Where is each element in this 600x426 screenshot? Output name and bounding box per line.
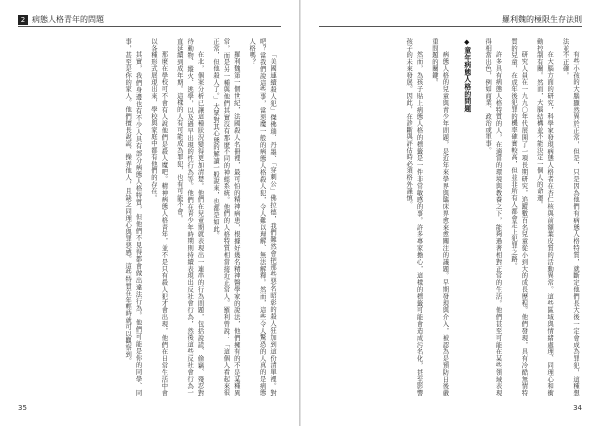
left-running-head: 病態人格青年的問題	[32, 15, 104, 24]
left-page-number: 35	[18, 404, 27, 412]
left-paragraph-1: 「美國連續殺人犯」傑佛瑞．丹墨、「穿刺公」佛拉德，我們難然會把那些惡名昭彰的殺人狂加到這份清單裡。對吧？當我們說這些事，當惡魔一般的病態人格殺人犯，令人難以理解、無法解釋。然而，這些令人驚恐的人真的是病態人格嗎？	[248, 38, 276, 396]
right-paragraph-1: 有些小孩的大腦顯然異於正常，但是，只是因為他們有病態人格特質，就斷定他們長大後一定會成為罪犯，這種想法並不正確。	[561, 38, 579, 396]
left-paragraph-2: 羅利魏第一個世紀，法國殺人名冊裡，最可怕的精神病患，根據好幾名精神醫學家的說法，他們擁有的不是某種異常，而是另一種與他們其實沒有那麼不同的神經系統。他們的人格特質相當接近正常人。羅利曾說：「這個人看起來很正常，但他殺人了。」大眾對其心態的解讀一般說來，也都是如此。	[211, 38, 240, 396]
right-page-number: 34	[573, 404, 582, 412]
left-paragraph-4: 那麼在學校可不會有人說他們是殺人魔吧。精神病態人格青年，並不是只有殺人犯才會出現，他們在日常生活中會以各種形式展現出來，學校與家庭中都有他們的存在。	[149, 38, 168, 396]
section-paragraph-1: 病態人格的兒童與青少年問題，是近年來學界與臨床界愈來愈關注的議題。早期發現與介入，被認為是預防日後嚴重問題的關鍵。	[430, 38, 449, 396]
right-paragraph-4: 許多具有病態人格特質的人，在適當的環境與教養之下，能夠過著相對正常的生活。他們甚至可能在某些領域表現得相當出色，例如商業、政治或軍事。	[484, 38, 502, 396]
section-heading	[461, 38, 471, 396]
left-page	[0, 0, 299, 426]
right-running-head: 羅利魏的極限生存法則	[502, 15, 582, 24]
left-running-header	[18, 14, 104, 25]
section-paragraph-2: 然而，為孩子貼上病態人格的標籤是一件非常敏感的事。許多專家擔心，這樣的標籤可能會造成污名化，甚至影響孩子的未來發展。因此，在診斷與評估時必須格外謹慎。	[405, 38, 423, 396]
right-header-rule	[319, 26, 582, 27]
section-heading-text: 童年病態人格的問題	[462, 46, 471, 113]
right-page	[301, 0, 600, 426]
left-paragraph-5: 其實，我們身邊也有不少人具有部分病態人格特質，但他們不見得都會做出違法行為。他們可能是你的同學、同事，甚至是你的家人。他們擅長說謊、操弄他人，且缺乏同理心與罪惡感。這些特質在年輕時就可以觀察到。	[124, 38, 142, 396]
chapter-number-badge: 2	[18, 15, 28, 25]
right-paragraph-3: 研究人員在一九九〇年代展開了一項長期研究，追蹤數百名兒童從小到大的成長歷程。他們發現，具有冷酷無情特質的兒童，在成年後犯罪的機率確實較高，但並非所有人都會走上犯罪之路。	[509, 38, 528, 396]
right-body-text	[321, 38, 580, 396]
left-header-rule	[18, 26, 281, 27]
left-paragraph-3: 在北，個案分析已讓這種狀況變得更加清楚。他們在兒童期就表現出一連串的行為問題，包括說謊、偷竊、殘忍對待動物、縱火、逃學，以及過早出現的性行為等。他們在青少年時期則持續表現出反社會行為，然後這些反社會行為一直延續到成年期。這樣的人有可能成為罪犯，也有可能不會。	[175, 38, 204, 396]
right-paragraph-2: 在大腦方面的研究，科學家發現病態人格者在杏仁核與前額葉皮質的活動異常。這些區域與情緒處理、同理心和衝動控制有關。然而，大腦結構並不能決定一個人的命運。	[535, 38, 554, 396]
diamond-bullet-icon: ◆	[462, 38, 471, 47]
left-body-text	[22, 38, 277, 396]
